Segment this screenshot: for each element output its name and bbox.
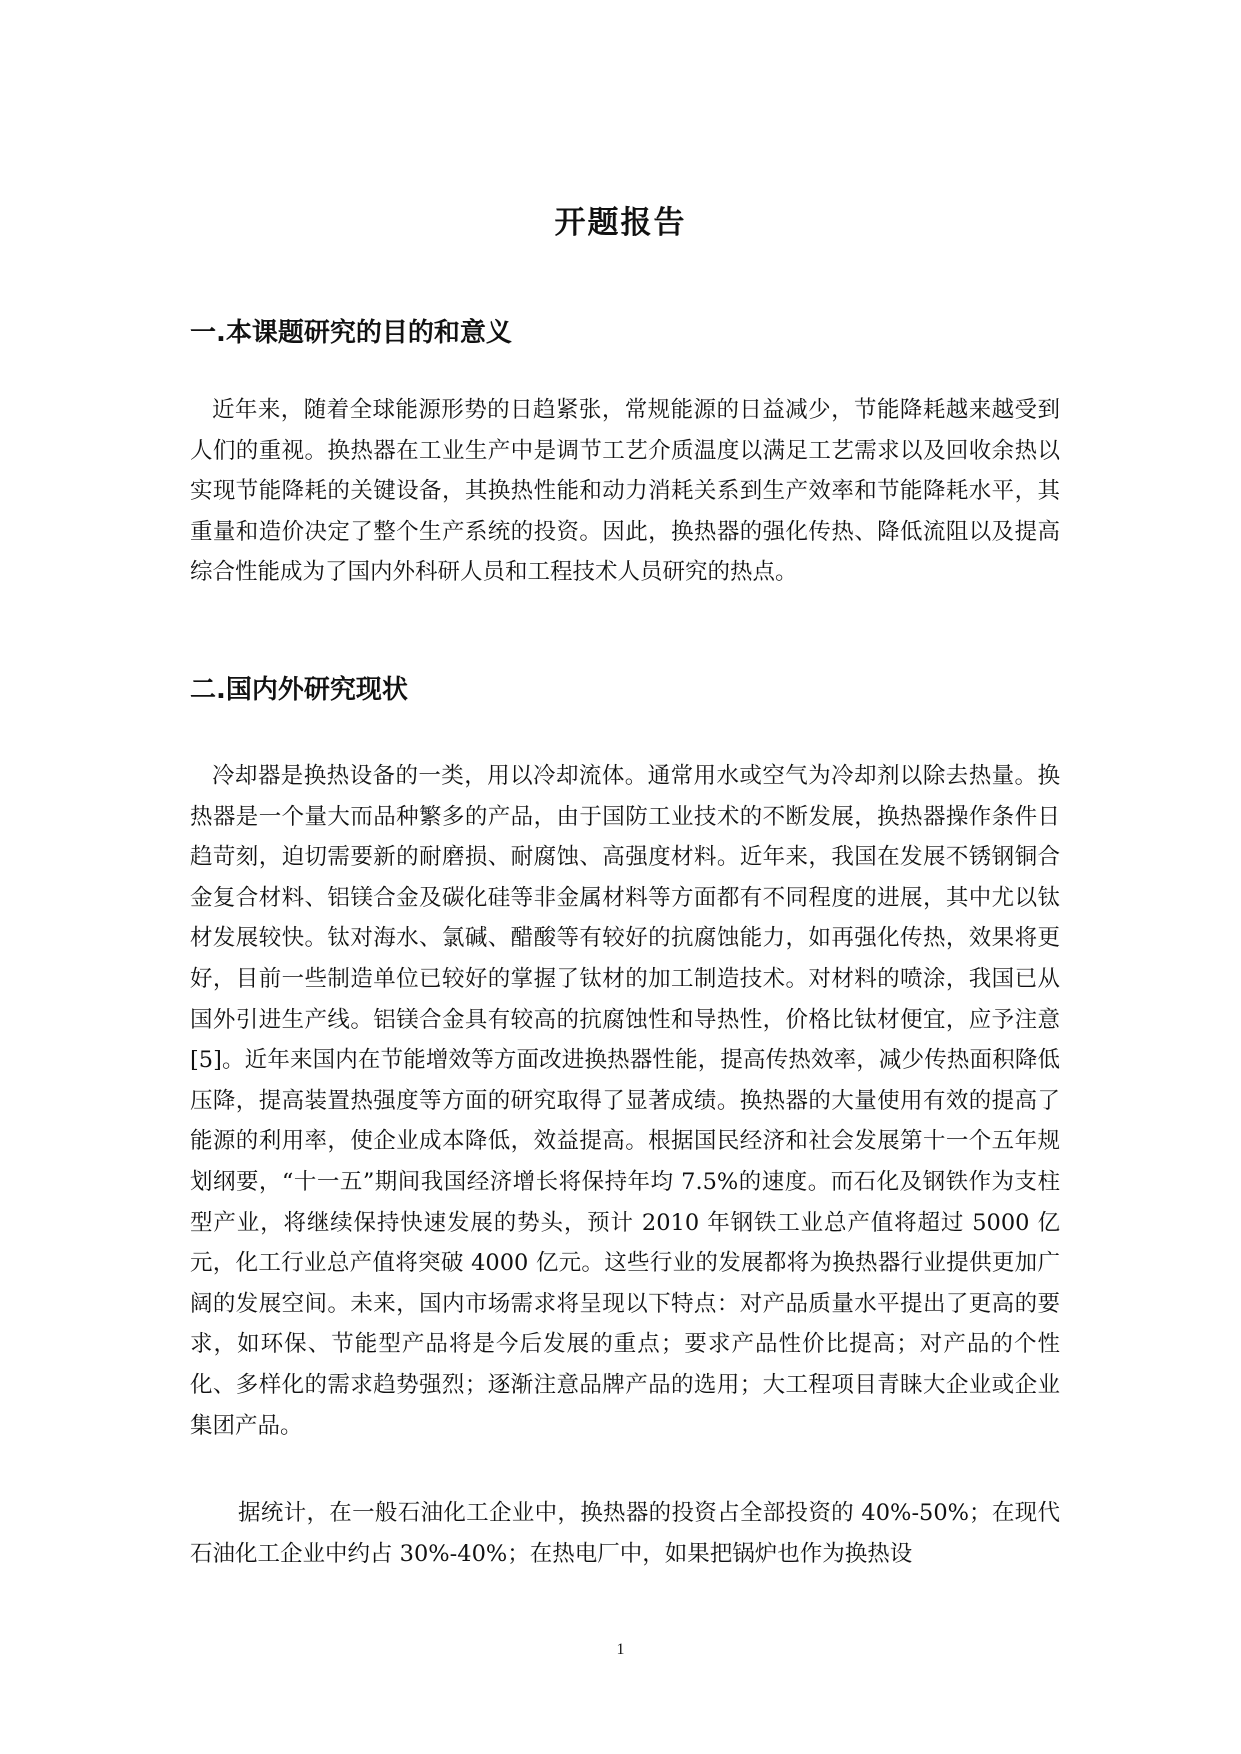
paragraph-purpose: 近年来，随着全球能源形势的日趋紧张，常规能源的日益减少，节能降耗越来越受到人们的重视。换热器在工业生产中是调节工艺介质温度以满足工艺需求以及回收余热以实现节能降耗的关键设备，其换热性能和动力消耗关系到生产效率和节能降耗水平，其重量和造价决定了整个生产系统的投资。因此，换热器的强化传热、降低流阻以及提高综合性能成为了国内外科研人员和工程技术人员研究的热点。 <box>190 397 1060 586</box>
section-heading-purpose: 一.本课题研究的目的和意义 <box>190 318 512 348</box>
section-heading-research-status: 二.国内外研究现状 <box>190 675 408 705</box>
paragraph-investment-statistics: 据统计，在一般石油化工企业中，换热器的投资占全部投资的 40%-50%；在现代石油化工企业中约占 30%-40%；在热电厂中，如果把锅炉也作为换热设 <box>190 1500 1060 1567</box>
page-number: 1 <box>616 1641 625 1658</box>
paragraph-research-status: 冷却器是换热设备的一类，用以冷却流体。通常用水或空气为冷却剂以除去热量。换热器是一个量大而品种繁多的产品，由于国防工业技术的不断发展，换热器操作条件日趋苛刻，迫切需要新的耐磨损、耐腐蚀、高强度材料。近年来，我国在发展不锈钢铜合金复合材料、铝镁合金及碳化硅等非金属材料等方面都有不同程度的进展，其中尤以钛材发展较快。钛对海水、氯碱、醋酸等有较好的抗腐蚀能力，如再强化传热，效果将更好，目前一些制造单位已较好的掌握了钛材的加工制造技术。对材料的喷涂，我国已从国外引进生产线。铝镁合金具有较高的抗腐蚀性和导热性，价格比钛材便宜，应予注意[5]。近年来国内在节能增效等方面改进换热器性能，提高传热效率，减少传热面积降低压降，提高装置热强度等方面的研究取得了显著成绩。换热器的大量使用有效的提高了能源的利用率，使企业成本降低，效益提高。根据国民经济和社会发展第十一个五年规划纲要，“十一五”期间我国经济增长将保持年均 7.5%的速度。而石化及钢铁作为支柱型产业，将继续保持快速发展的势头，预计 2010 年钢铁工业总产值将超过 5000 亿元，化工行业总产值将突破 4000 亿元。这些行业的发展都将为换热器行业提供更加广阔的发展空间。未来，国内市场需求将呈现以下特点：对产品质量水平提出了更高的要求，如环保、节能型产品将是今后发展的重点；要求产品性价比提高；对产品的个性化、多样化的需求趋势强烈；逐渐注意品牌产品的选用；大工程项目青睐大企业或企业集团产品。 <box>190 763 1060 1439</box>
document-title: 开题报告 <box>554 205 687 241</box>
